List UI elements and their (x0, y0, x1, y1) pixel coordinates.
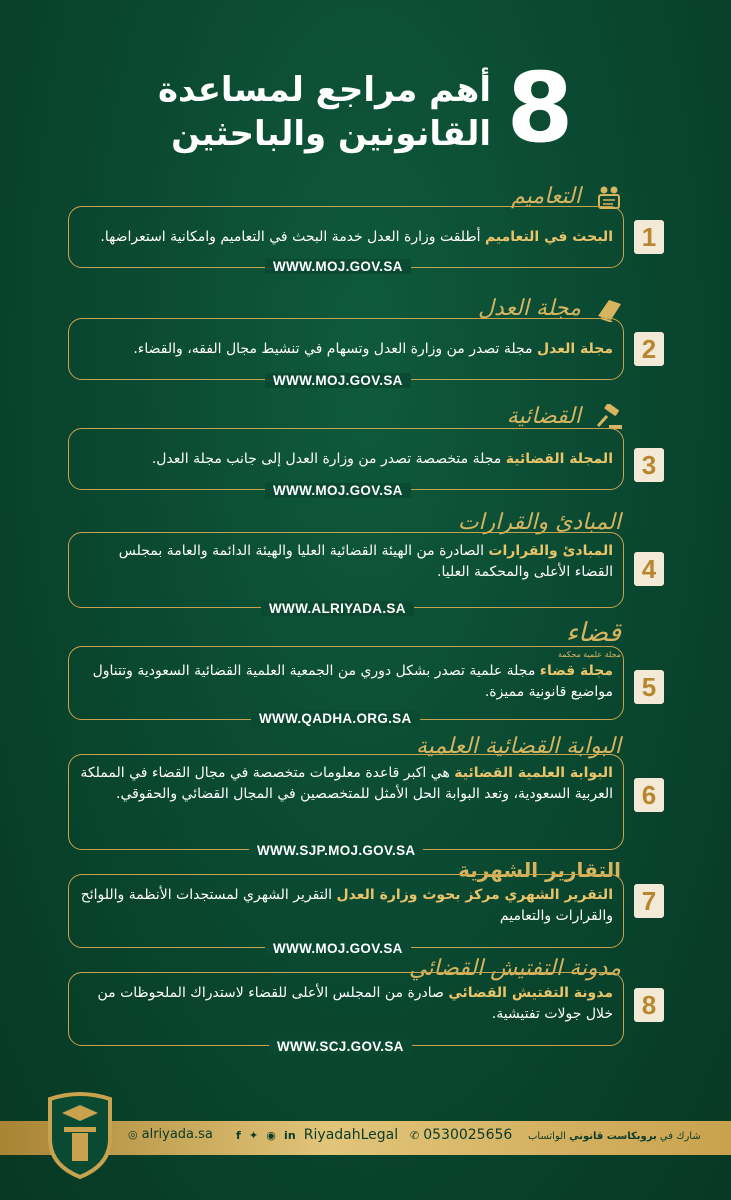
category-title: مجلة العدل (477, 296, 581, 321)
item-text: مجلة متخصصة تصدر من وزارة العدل إلى جانب مجلة العدل. (151, 451, 506, 467)
item-url-link[interactable]: WWW.SCJ.GOV.SA (269, 1039, 412, 1054)
item-number-badge: 5 (634, 670, 664, 704)
page-title-line1: أهم مراجع لمساعدة (157, 70, 491, 110)
website-link[interactable]: ◎ alriyada.sa (128, 1127, 213, 1142)
item-box (68, 428, 624, 498)
whatsapp-icon: ✆ (410, 1129, 420, 1142)
globe-icon: ◎ (128, 1128, 138, 1141)
item-number-badge: 2 (634, 332, 664, 366)
item-text: مجلة علمية تصدر بشكل دوري من الجمعية العلمية القضائية السعودية وتتناول مواضيع قانونية مميزة. (92, 663, 613, 700)
riyadah-logo-icon (42, 1089, 118, 1179)
item-box (68, 532, 624, 616)
item-number-badge: 8 (634, 988, 664, 1022)
item-number-badge: 6 (634, 778, 664, 812)
item-text: الصادرة من الهيئة القضائية العليا والهيئة الدائمة والعامة بمجلس القضاء الأعلى والمحكمة العليا. (118, 543, 613, 580)
category-title: البوابة القضائية العلمية (416, 734, 621, 759)
item-number-badge: 4 (634, 552, 664, 586)
item-number-badge: 7 (634, 884, 664, 918)
category-title: القضائية (506, 404, 581, 429)
item-url-link[interactable]: WWW.ALRIYADA.SA (261, 601, 414, 616)
item-url-link[interactable]: WWW.SJP.MOJ.GOV.SA (249, 843, 423, 858)
item-description (77, 227, 613, 248)
category-title: قضاء (565, 618, 621, 648)
category-subtitle: مجلة علمية محكمة (557, 650, 621, 659)
item-description (77, 983, 613, 1025)
item-box (68, 646, 624, 726)
item-text: هي اكبر قاعدة معلومات متخصصة في مجال القضاء في المملكة العربية السعودية، وتعد البوابة الحل الأمثل للمتخصصين في المجال القضائي والحقوقي. (80, 765, 613, 802)
page-title (157, 68, 491, 156)
item-box (68, 972, 624, 1054)
category-title: التقارير الشهرية (458, 858, 621, 882)
item-box (68, 206, 624, 274)
item-number-badge: 1 (634, 220, 664, 254)
item-text: التقرير الشهري لمستجدات الأنظمة واللوائح والقرارات والتعاميم (80, 887, 613, 924)
item-text: مجلة تصدر من وزارة العدل وتسهام في تنشيط مجال الفقه، والقضاء. (133, 341, 537, 357)
item-highlight: مدونة التفتيش القضائي (448, 985, 613, 1001)
facebook-icon: f (236, 1129, 241, 1142)
item-highlight: التقرير الشهري مركز بحوث وزارة العدل (336, 887, 613, 903)
item-highlight: المبادئ والقرارات (488, 543, 613, 559)
page-title-line2: القانونين والباحثين (171, 114, 491, 154)
item-description (77, 763, 613, 805)
gavel-icon (595, 404, 623, 430)
item-highlight: البوابة العلمية القضائية (454, 765, 613, 781)
header-number: 8 (506, 52, 574, 164)
whatsapp-share-text: شارك في بروبكاست قانوني الواتساب (528, 1131, 701, 1142)
item-url-link[interactable]: WWW.MOJ.GOV.SA (265, 259, 411, 274)
item-box (68, 754, 624, 858)
item-description (77, 885, 613, 927)
twitter-icon: ✦ (248, 1129, 259, 1142)
item-url-link[interactable]: WWW.MOJ.GOV.SA (265, 483, 411, 498)
header (0, 52, 731, 168)
linkedin-icon: in (284, 1129, 296, 1142)
item-number-badge: 3 (634, 448, 664, 482)
item-highlight: مجلة قضاء (539, 663, 613, 679)
item-text: صادرة من المجلس الأعلى للقضاء لاستدراك الملحوظات من خلال جولات تفتيشية. (97, 985, 613, 1022)
category-title: مدونة التفتيش القضائي (409, 956, 621, 981)
instagram-icon: ◉ (266, 1129, 276, 1142)
item-highlight: مجلة العدل (536, 341, 613, 357)
item-description (77, 339, 613, 360)
item-description (77, 449, 613, 470)
item-url-link[interactable]: WWW.MOJ.GOV.SA (265, 941, 411, 956)
item-description (77, 661, 613, 703)
phone-number[interactable]: ✆ 0530025656 (410, 1127, 513, 1143)
category-title: التعاميم (511, 184, 581, 209)
item-highlight: البحث في التعاميم (484, 229, 613, 245)
item-text: أطلقت وزارة العدل خدمة البحث في التعاميم وامكانية استعراضها. (100, 229, 485, 245)
social-handle[interactable]: f ✦ ◉ in RiyadahLegal (236, 1127, 399, 1143)
item-box (68, 318, 624, 388)
item-description (77, 541, 613, 583)
footer (0, 1101, 731, 1200)
item-box (68, 874, 624, 956)
item-url-link[interactable]: WWW.QADHA.ORG.SA (251, 711, 420, 726)
category-title: المبادئ والقرارات (457, 510, 621, 535)
item-url-link[interactable]: WWW.MOJ.GOV.SA (265, 373, 411, 388)
item-highlight: المجلة القضائية (505, 451, 613, 467)
